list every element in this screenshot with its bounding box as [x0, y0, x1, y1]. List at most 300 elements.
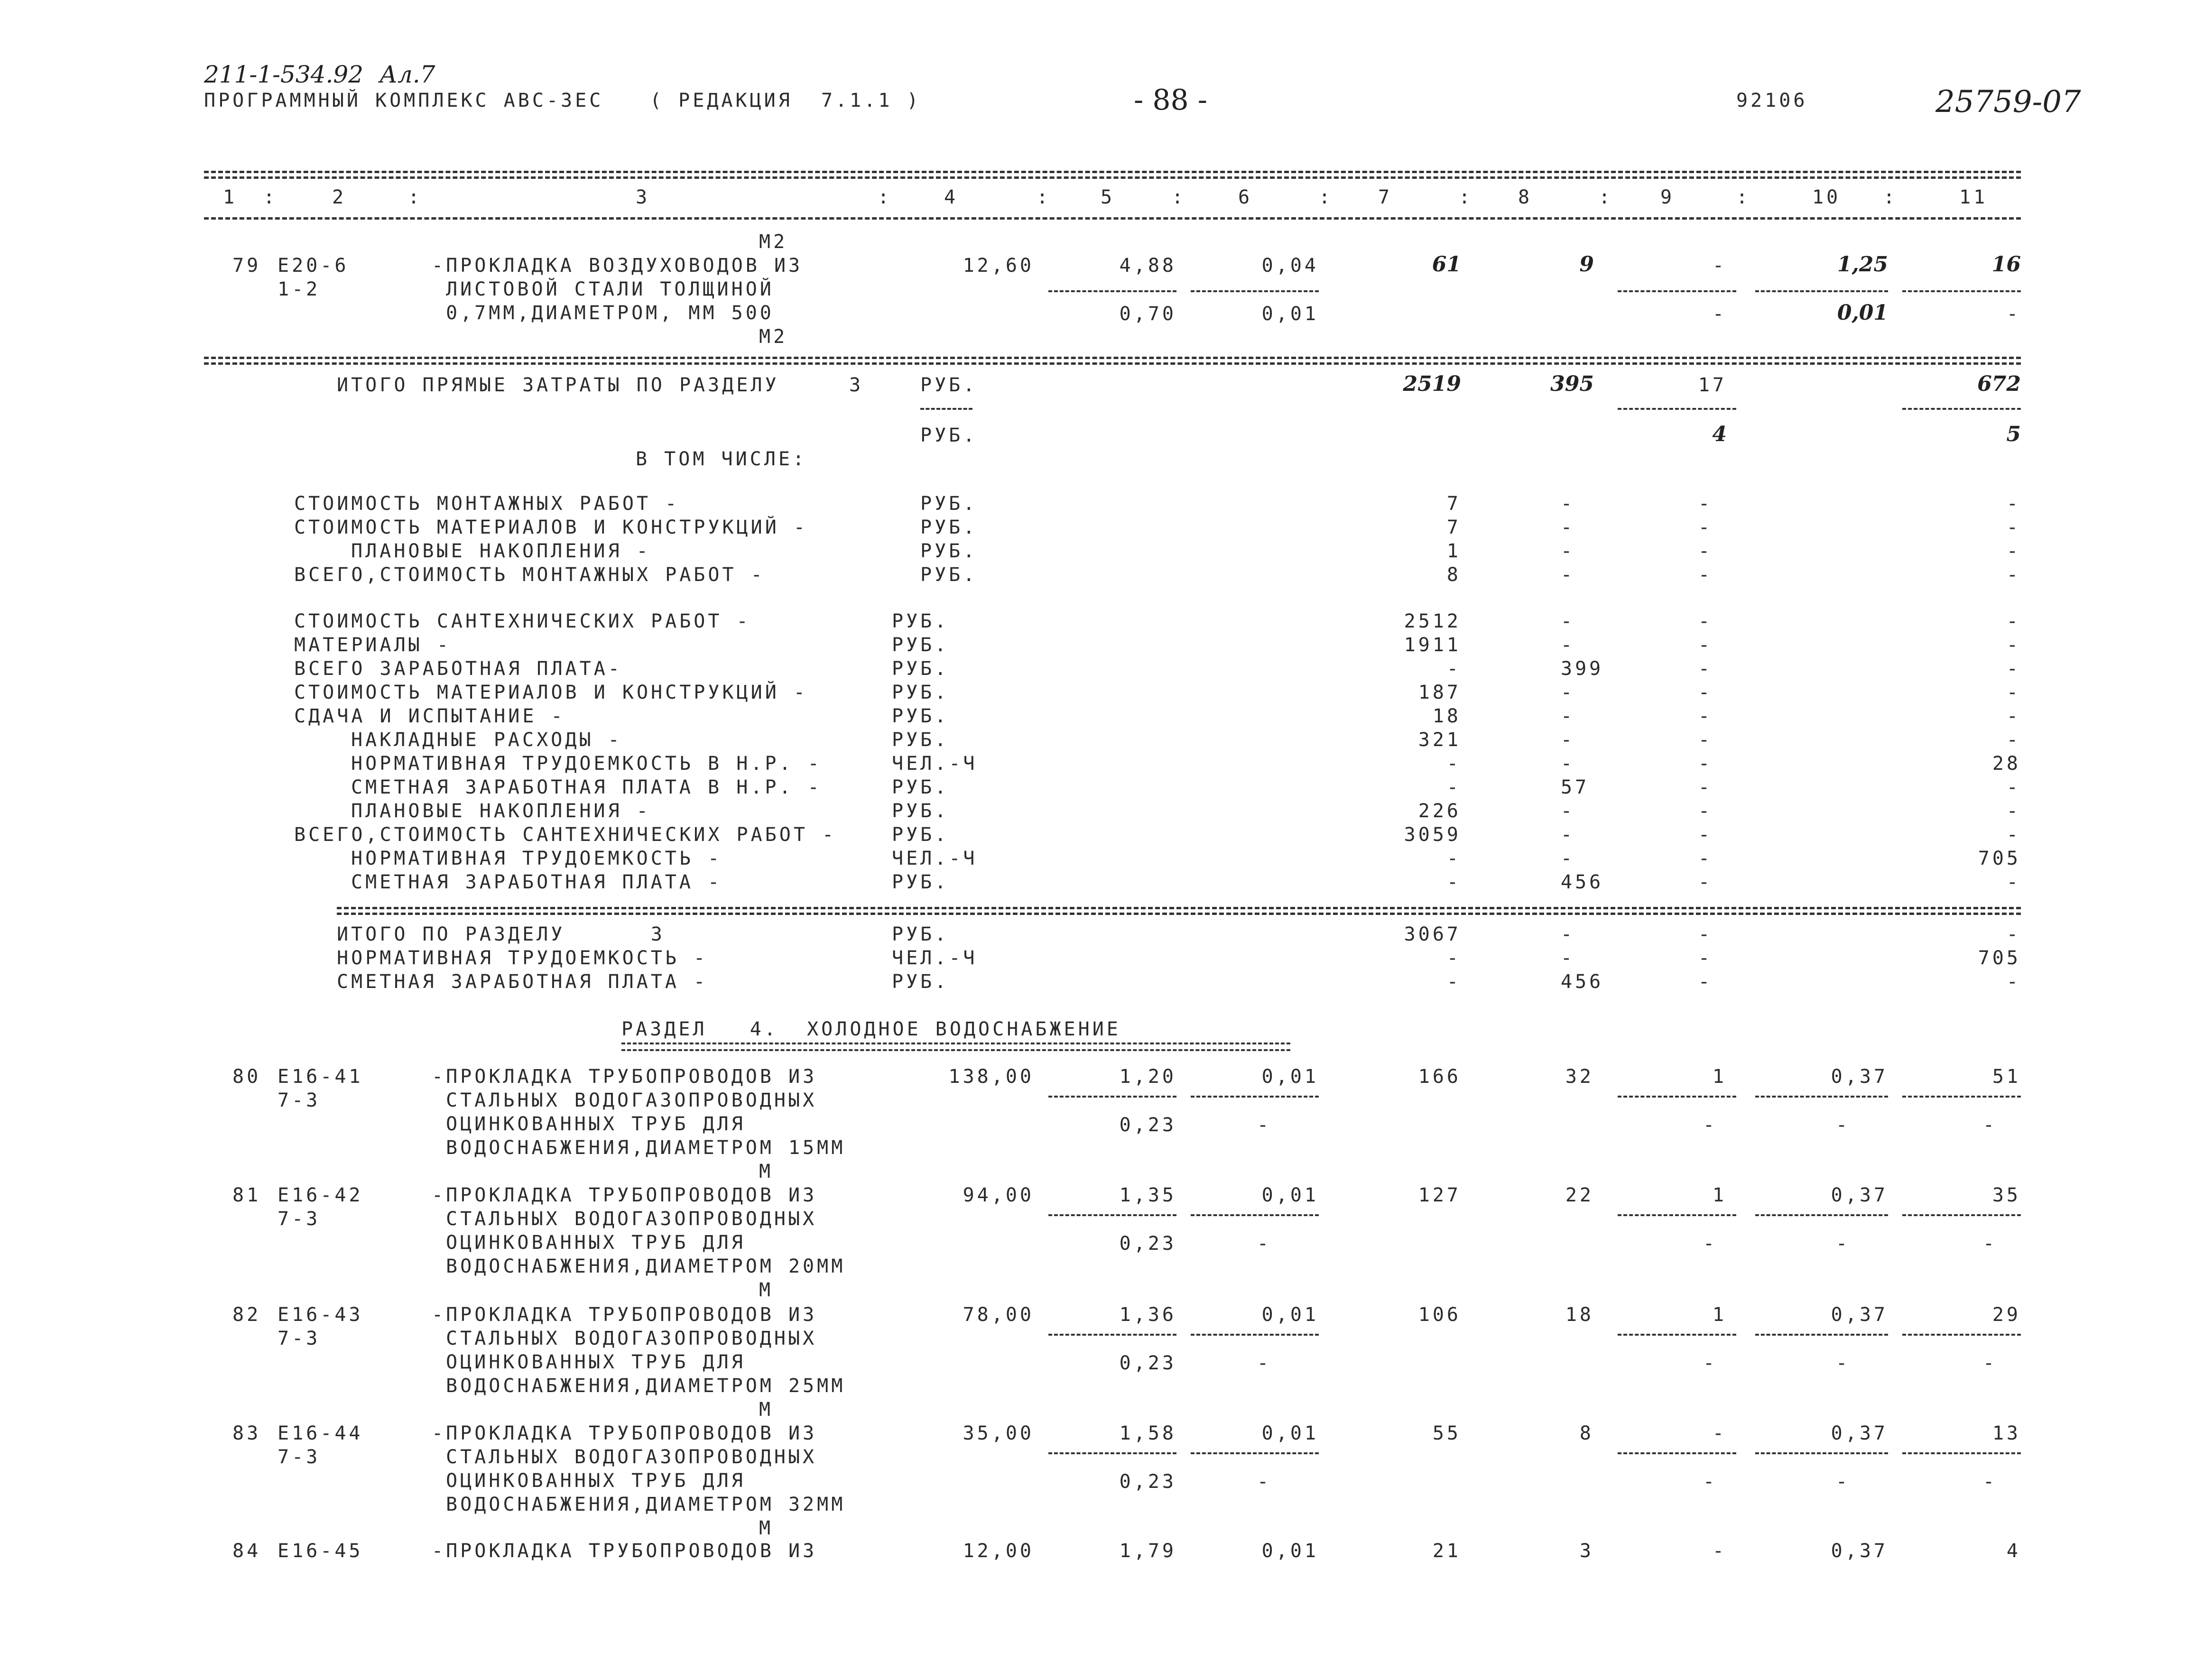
row-unit: ЧЕЛ.-Ч — [892, 848, 978, 869]
total-col-9: - — [1712, 255, 1727, 277]
cost-sub: - — [1836, 1352, 1851, 1374]
row-col-8: - — [1561, 493, 1575, 515]
row-col-7: - — [1446, 848, 1461, 869]
row-col-7: - — [1446, 776, 1461, 798]
item-number: 80 — [232, 1066, 261, 1088]
total-col-11: 35 — [1992, 1184, 2021, 1206]
cost-sub: - — [1257, 1114, 1272, 1136]
row-col-11: 705 — [1978, 848, 2021, 869]
cost-sub: - — [1703, 1233, 1718, 1255]
row-unit: РУБ. — [892, 682, 949, 703]
row-col-7: 7 — [1446, 493, 1461, 515]
row-col-7: 18 — [1432, 705, 1461, 727]
item-desc-line: СТАЛЬНЫХ ВОДОГАЗОПРОВОДНЫХ — [446, 1089, 817, 1111]
cost-sub: - — [1836, 1471, 1851, 1493]
sub-divider — [1191, 1214, 1319, 1216]
column-header-7: 7 — [1378, 186, 1393, 208]
row-col-9: - — [1698, 540, 1713, 562]
row-col-9: - — [1698, 658, 1713, 680]
unit-label: М — [759, 1161, 774, 1182]
cost-sub: 0,23 — [1119, 1233, 1176, 1255]
cost-sub: - — [1983, 1471, 1998, 1493]
sub-divider — [1902, 290, 2021, 292]
cost-sub: - — [1257, 1352, 1272, 1374]
row-col-7: 3067 — [1404, 923, 1461, 945]
row-col-8: - — [1561, 705, 1575, 727]
item-desc-line: ВОДОСНАБЖЕНИЯ,ДИАМЕТРОМ 32ММ — [446, 1494, 846, 1515]
row-unit: РУБ. — [892, 658, 949, 680]
item-desc-line: СТАЛЬНЫХ ВОДОГАЗОПРОВОДНЫХ — [446, 1328, 817, 1349]
row-col-8: - — [1561, 923, 1575, 945]
row-col-8: - — [1561, 517, 1575, 538]
row-label: ПЛАНОВЫЕ НАКОПЛЕНИЯ - — [351, 540, 651, 562]
item-code: Е20-6 — [278, 255, 349, 277]
item-desc-line: ВОДОСНАБЖЕНИЯ,ДИАМЕТРОМ 20ММ — [446, 1255, 846, 1277]
row-col-9: - — [1698, 705, 1713, 727]
item-desc-line: -ПРОКЛАДКА ТРУБОПРОВОДОВ ИЗ — [432, 1304, 817, 1326]
item-desc-line: ОЦИНКОВАННЫХ ТРУБ ДЛЯ — [446, 1232, 746, 1254]
row-col-8: 57 — [1561, 776, 1590, 798]
row-col-7: 7 — [1446, 517, 1461, 538]
unit-label: М2 — [759, 231, 788, 253]
section-rule-2 — [204, 362, 2021, 365]
row-col-7: 187 — [1418, 682, 1461, 703]
sub-divider — [1191, 1096, 1319, 1098]
row-label: ВСЕГО ЗАРАБОТНАЯ ПЛАТА- — [294, 658, 622, 680]
row-col-9: - — [1698, 729, 1713, 751]
total-col-8: 8 — [1579, 1422, 1594, 1444]
item-desc-line: -ПРОКЛАДКА ТРУБОПРОВОДОВ ИЗ — [432, 1422, 817, 1444]
row-col-8: - — [1561, 540, 1575, 562]
row-col-9: - — [1698, 800, 1713, 822]
row-col-7: - — [1446, 971, 1461, 993]
cost-sub: - — [1703, 1352, 1718, 1374]
total-col-7: 166 — [1418, 1066, 1461, 1088]
column-separator: : — [878, 186, 892, 208]
total-col-7: 106 — [1418, 1304, 1461, 1326]
album-label: Ал.7 — [380, 61, 435, 88]
total-label: ИТОГО ПРЯМЫЕ ЗАТРАТЫ ПО РАЗДЕЛУ — [337, 374, 779, 396]
item-code-2: 1-2 — [278, 278, 321, 300]
column-header-3: 3 — [636, 186, 650, 208]
row-col-9: - — [1698, 871, 1713, 893]
unit-label: М — [759, 1279, 774, 1301]
cost-col-6: 0,04 — [1261, 255, 1319, 277]
total-col-9: 1 — [1712, 1066, 1727, 1088]
cost-sub: 0,23 — [1119, 1352, 1176, 1374]
total-col-9: - — [1712, 1422, 1727, 1444]
row-label: СМЕТНАЯ ЗАРАБОТНАЯ ПЛАТА - — [337, 971, 708, 993]
code-92106: 92106 — [1736, 90, 1808, 111]
item-desc-line: ЛИСТОВОЙ СТАЛИ ТОЛЩИНОЙ — [446, 278, 774, 300]
row-col-11: - — [2006, 871, 2021, 893]
total-col-9: 1 — [1712, 1184, 1727, 1206]
row-col-8: - — [1561, 610, 1575, 632]
row-label: СТОИМОСТЬ МОНТАЖНЫХ РАБОТ - — [294, 493, 680, 515]
total-col-11: 672 — [1977, 372, 2021, 396]
total-col-8: 9 — [1579, 252, 1594, 277]
row-col-11: - — [2006, 682, 2021, 703]
row-col-9: - — [1698, 753, 1713, 775]
row-unit: РУБ. — [892, 610, 949, 632]
section-4-heading: РАЗДЕЛ 4. ХОЛОДНОЕ ВОДОСНАБЖЕНИЕ — [621, 1018, 1121, 1040]
cost-sub: 0,23 — [1119, 1114, 1176, 1136]
row-col-11: - — [2006, 610, 2021, 632]
row-col-8: - — [1561, 729, 1575, 751]
row-label: МАТЕРИАЛЫ - — [294, 634, 451, 656]
item-desc-line: СТАЛЬНЫХ ВОДОГАЗОПРОВОДНЫХ — [446, 1446, 817, 1468]
column-header-9: 9 — [1660, 186, 1675, 208]
row-unit: РУБ. — [920, 564, 978, 586]
section-rule — [204, 357, 2021, 359]
row-col-7: 8 — [1446, 564, 1461, 586]
quantity: 12,00 — [963, 1540, 1034, 1562]
item-code-2: 7-3 — [278, 1446, 321, 1468]
total-col-9-sub: 4 — [1712, 422, 1727, 446]
row-col-7: 1911 — [1404, 634, 1461, 656]
sub-divider — [1191, 290, 1319, 292]
total-col-10: 1,25 — [1837, 252, 1888, 277]
row-col-9: - — [1698, 634, 1713, 656]
total-col-7: 2519 — [1403, 372, 1461, 396]
row-col-11: - — [2006, 824, 2021, 846]
total-col-8: 32 — [1565, 1066, 1594, 1088]
sub-divider — [1048, 1214, 1176, 1216]
row-col-9: - — [1698, 682, 1713, 703]
total-col-10: 0,37 — [1831, 1540, 1888, 1562]
sub-divider — [1755, 1096, 1888, 1098]
item-code-2: 7-3 — [278, 1328, 321, 1349]
row-col-7: 3059 — [1404, 824, 1461, 846]
section-number: 3 — [849, 374, 864, 396]
row-col-8: 456 — [1561, 871, 1604, 893]
item-desc-line: ВОДОСНАБЖЕНИЯ,ДИАМЕТРОМ 15ММ — [446, 1137, 846, 1159]
registration-stamp: 25759-07 — [1935, 84, 2081, 120]
row-unit: РУБ. — [892, 971, 949, 993]
total-col-11-sub: 5 — [2006, 422, 2021, 446]
row-col-7: - — [1446, 947, 1461, 969]
column-separator: : — [1459, 186, 1473, 208]
row-col-8: 456 — [1561, 971, 1604, 993]
row-col-7: - — [1446, 871, 1461, 893]
row-label: СТОИМОСТЬ МАТЕРИАЛОВ И КОНСТРУКЦИЙ - — [294, 517, 808, 538]
total-col-8: 3 — [1579, 1540, 1594, 1562]
row-unit: РУБ. — [892, 923, 949, 945]
row-col-8: - — [1561, 848, 1575, 869]
row-col-9: - — [1698, 824, 1713, 846]
cost-sub: 0,23 — [1119, 1471, 1176, 1493]
sub-divider — [1902, 1334, 2021, 1336]
row-col-8: - — [1561, 800, 1575, 822]
cost-sub: - — [1703, 1471, 1718, 1493]
total-col-10: 0,37 — [1831, 1066, 1888, 1088]
column-header-11: 11 — [1959, 186, 1988, 208]
row-col-9: - — [1698, 971, 1713, 993]
row-col-8: - — [1561, 753, 1575, 775]
row-label: НОРМАТИВНАЯ ТРУДОЕМКОСТЬ - — [351, 848, 722, 869]
cost-sub: - — [2006, 303, 2021, 325]
program-name: ПРОГРАММНЫЙ КОМПЛЕКС АВС-ЗЕС — [204, 90, 604, 111]
row-col-11: - — [2006, 800, 2021, 822]
row-col-8: - — [1561, 824, 1575, 846]
item-code: Е16-45 — [278, 1540, 363, 1562]
row-col-7: 226 — [1418, 800, 1461, 822]
row-col-11: - — [2006, 517, 2021, 538]
cost-per-unit: 1,58 — [1119, 1422, 1176, 1444]
row-col-9: - — [1698, 564, 1713, 586]
total-col-11: 51 — [1992, 1066, 2021, 1088]
cost-sub: - — [1257, 1471, 1272, 1493]
total-col-7: 21 — [1432, 1540, 1461, 1562]
row-col-7: - — [1446, 753, 1461, 775]
row-col-8: 399 — [1561, 658, 1604, 680]
row-unit: РУБ. — [892, 729, 949, 751]
cost-per-unit: 4,88 — [1119, 255, 1176, 277]
row-col-11: - — [2006, 634, 2021, 656]
column-header-5: 5 — [1101, 186, 1115, 208]
row-col-11: - — [2006, 493, 2021, 515]
item-desc-line: ВОДОСНАБЖЕНИЯ,ДИАМЕТРОМ 25ММ — [446, 1375, 846, 1397]
header-top-rule — [204, 171, 2021, 173]
column-separator: : — [408, 186, 423, 208]
doc-code: 211-1-534.92 — [204, 61, 363, 88]
cost-col-6: 0,01 — [1261, 1422, 1319, 1444]
section-rule — [337, 907, 2021, 909]
unit-label: РУБ. — [920, 425, 978, 446]
row-col-9: - — [1698, 493, 1713, 515]
row-label: ВСЕГО,СТОИМОСТЬ МОНТАЖНЫХ РАБОТ - — [294, 564, 765, 586]
cost-col-6: 0,01 — [1261, 1066, 1319, 1088]
quantity: 78,00 — [963, 1304, 1034, 1326]
cost-sub: - — [1257, 1233, 1272, 1255]
row-label: НОРМАТИВНАЯ ТРУДОЕМКОСТЬ В Н.Р. - — [351, 753, 822, 775]
item-number: 81 — [232, 1184, 261, 1206]
row-unit: РУБ. — [892, 776, 949, 798]
sub-divider — [1048, 1096, 1176, 1098]
column-separator: : — [1172, 186, 1186, 208]
item-desc-line: -ПРОКЛАДКА ТРУБОПРОВОДОВ ИЗ — [432, 1540, 817, 1562]
cost-sub: - — [1712, 303, 1727, 325]
row-col-9: - — [1698, 923, 1713, 945]
row-unit: РУБ. — [892, 705, 949, 727]
row-col-11: - — [2006, 729, 2021, 751]
item-number: 84 — [232, 1540, 261, 1562]
sub-divider — [1618, 1452, 1736, 1454]
cost-per-unit: 1,35 — [1119, 1184, 1176, 1206]
unit-label: М — [759, 1399, 774, 1421]
item-code: Е16-42 — [278, 1184, 363, 1206]
cost-sub: 0,01 — [1837, 301, 1888, 325]
column-header-6: 6 — [1238, 186, 1253, 208]
column-separator: : — [1883, 186, 1898, 208]
column-header-1: 1 — [223, 186, 238, 208]
item-desc-line: ОЦИНКОВАННЫХ ТРУБ ДЛЯ — [446, 1113, 746, 1135]
total-col-10: 0,37 — [1831, 1304, 1888, 1326]
column-separator: : — [263, 186, 278, 208]
row-col-9: - — [1698, 776, 1713, 798]
column-header-4: 4 — [944, 186, 959, 208]
unit-label: М2 — [759, 326, 788, 348]
section-rule-2 — [337, 913, 2021, 915]
item-desc-line: СТАЛЬНЫХ ВОДОГАЗОПРОВОДНЫХ — [446, 1208, 817, 1230]
item-number: 82 — [232, 1304, 261, 1326]
item-desc-line: -ПРОКЛАДКА ВОЗДУХОВОДОВ ИЗ — [432, 255, 803, 277]
page-number: - 88 - — [1134, 83, 1208, 117]
item-desc-line: 0,7ММ,ДИАМЕТРОМ, ММ 500 — [446, 302, 774, 324]
item-code: Е16-41 — [278, 1066, 363, 1088]
sub-divider — [1618, 1334, 1736, 1336]
row-col-11: - — [2006, 923, 2021, 945]
cost-sub: - — [1836, 1233, 1851, 1255]
sub-divider — [1755, 1214, 1888, 1216]
total-col-8: 18 — [1565, 1304, 1594, 1326]
cost-sub: - — [1836, 1114, 1851, 1136]
row-unit: ЧЕЛ.-Ч — [892, 753, 978, 775]
row-col-8: - — [1561, 634, 1575, 656]
row-col-7: - — [1446, 658, 1461, 680]
cost-sub: - — [1983, 1114, 1998, 1136]
row-label: НОРМАТИВНАЯ ТРУДОЕМКОСТЬ - — [337, 947, 708, 969]
row-col-9: - — [1698, 947, 1713, 969]
quantity: 35,00 — [963, 1422, 1034, 1444]
row-unit: РУБ. — [892, 824, 949, 846]
column-separator: : — [1037, 186, 1051, 208]
sub-divider — [1618, 408, 1736, 410]
sub-divider — [1902, 1214, 2021, 1216]
cost-per-unit: 1,36 — [1119, 1304, 1176, 1326]
cost-col-6: 0,01 — [1261, 1184, 1319, 1206]
total-col-11: 13 — [1992, 1422, 2021, 1444]
cost-sub: - — [1983, 1352, 1998, 1374]
row-unit: РУБ. — [920, 540, 978, 562]
row-col-8: - — [1561, 682, 1575, 703]
cost-sub: 0,01 — [1261, 303, 1319, 325]
quantity: 94,00 — [963, 1184, 1034, 1206]
item-desc-line: -ПРОКЛАДКА ТРУБОПРОВОДОВ ИЗ — [432, 1184, 817, 1206]
sub-divider — [920, 408, 972, 410]
row-col-9: - — [1698, 610, 1713, 632]
cost-sub: 0,70 — [1119, 303, 1176, 325]
column-header-2: 2 — [332, 186, 347, 208]
sub-divider — [1902, 1096, 2021, 1098]
sub-divider — [1755, 1452, 1888, 1454]
sub-divider — [1618, 1096, 1736, 1098]
row-unit: РУБ. — [892, 871, 949, 893]
row-label: СМЕТНАЯ ЗАРАБОТНАЯ ПЛАТА В Н.Р. - — [351, 776, 822, 798]
row-col-8: - — [1561, 564, 1575, 586]
total-col-7: 127 — [1418, 1184, 1461, 1206]
row-col-9: - — [1698, 848, 1713, 869]
total-col-11: 16 — [1991, 252, 2021, 277]
item-desc-line: -ПРОКЛАДКА ТРУБОПРОВОДОВ ИЗ — [432, 1066, 817, 1088]
row-unit: РУБ. — [892, 800, 949, 822]
cost-per-unit: 1,79 — [1119, 1540, 1176, 1562]
edition-label: ( РЕДАКЦИЯ 7.1.1 ) — [650, 90, 921, 111]
row-unit: РУБ. — [892, 634, 949, 656]
row-col-8: - — [1561, 947, 1575, 969]
column-header-8: 8 — [1518, 186, 1533, 208]
row-col-7: 321 — [1418, 729, 1461, 751]
column-separator: : — [1319, 186, 1333, 208]
sub-divider — [1755, 290, 1888, 292]
sub-divider — [1048, 1334, 1176, 1336]
row-col-11: - — [2006, 658, 2021, 680]
sub-divider — [1191, 1334, 1319, 1336]
item-desc-line: ОЦИНКОВАННЫХ ТРУБ ДЛЯ — [446, 1470, 746, 1492]
row-col-11: - — [2006, 540, 2021, 562]
total-col-8: 22 — [1565, 1184, 1594, 1206]
sub-divider — [1755, 1334, 1888, 1336]
header-bottom-rule — [204, 217, 2021, 220]
cost-sub: - — [1983, 1233, 1998, 1255]
row-unit: РУБ. — [920, 517, 978, 538]
unit-label: М — [759, 1517, 774, 1539]
total-col-9: 17 — [1698, 374, 1727, 396]
total-col-8: 395 — [1550, 372, 1594, 396]
including-heading: В ТОМ ЧИСЛЕ: — [636, 448, 807, 470]
total-col-7: 55 — [1432, 1422, 1461, 1444]
item-code: Е16-43 — [278, 1304, 363, 1326]
total-col-9: 1 — [1712, 1304, 1727, 1326]
row-label: СТОИМОСТЬ МАТЕРИАЛОВ И КОНСТРУКЦИЙ - — [294, 682, 808, 703]
total-col-7: 61 — [1432, 252, 1461, 277]
quantity: 138,00 — [948, 1066, 1034, 1088]
cost-per-unit: 1,20 — [1119, 1066, 1176, 1088]
sub-divider — [1618, 1214, 1736, 1216]
cost-sub: - — [1703, 1114, 1718, 1136]
sub-divider — [1191, 1452, 1319, 1454]
row-col-11: - — [2006, 564, 2021, 586]
sub-divider — [1048, 290, 1176, 292]
row-col-7: 2512 — [1404, 610, 1461, 632]
row-label: СТОИМОСТЬ САНТЕХНИЧЕСКИХ РАБОТ - — [294, 610, 751, 632]
row-label: ВСЕГО,СТОИМОСТЬ САНТЕХНИЧЕСКИХ РАБОТ - — [294, 824, 837, 846]
sub-divider — [1618, 290, 1736, 292]
row-col-11: 705 — [1978, 947, 2021, 969]
row-unit: ЧЕЛ.-Ч — [892, 947, 978, 969]
column-separator: : — [1599, 186, 1613, 208]
total-col-10: 0,37 — [1831, 1422, 1888, 1444]
row-col-9: - — [1698, 517, 1713, 538]
sub-divider — [1048, 1452, 1176, 1454]
heading-underline — [621, 1043, 1290, 1051]
row-label: ПЛАНОВЫЕ НАКОПЛЕНИЯ - — [351, 800, 651, 822]
item-code: Е16-44 — [278, 1422, 363, 1444]
sub-divider — [1902, 1452, 2021, 1454]
row-col-7: 1 — [1446, 540, 1461, 562]
cost-col-6: 0,01 — [1261, 1540, 1319, 1562]
row-col-11: 28 — [1992, 753, 2021, 775]
row-label: СДАЧА И ИСПЫТАНИЕ - — [294, 705, 565, 727]
unit-label: РУБ. — [920, 374, 978, 396]
total-col-10: 0,37 — [1831, 1184, 1888, 1206]
row-label: СМЕТНАЯ ЗАРАБОТНАЯ ПЛАТА - — [351, 871, 722, 893]
row-col-11: - — [2006, 971, 2021, 993]
row-label: ИТОГО ПО РАЗДЕЛУ 3 — [337, 923, 665, 945]
header-top-rule-2 — [204, 176, 2021, 179]
quantity: 12,60 — [963, 255, 1034, 277]
row-col-11: - — [2006, 705, 2021, 727]
item-code-2: 7-3 — [278, 1208, 321, 1230]
row-unit: РУБ. — [920, 493, 978, 515]
row-col-11: - — [2006, 776, 2021, 798]
total-col-11: 4 — [2006, 1540, 2021, 1562]
item-number: 83 — [232, 1422, 261, 1444]
total-col-9: - — [1712, 1540, 1727, 1562]
item-code-2: 7-3 — [278, 1089, 321, 1111]
column-separator: : — [1736, 186, 1751, 208]
row-label: НАКЛАДНЫЕ РАСХОДЫ - — [351, 729, 622, 751]
